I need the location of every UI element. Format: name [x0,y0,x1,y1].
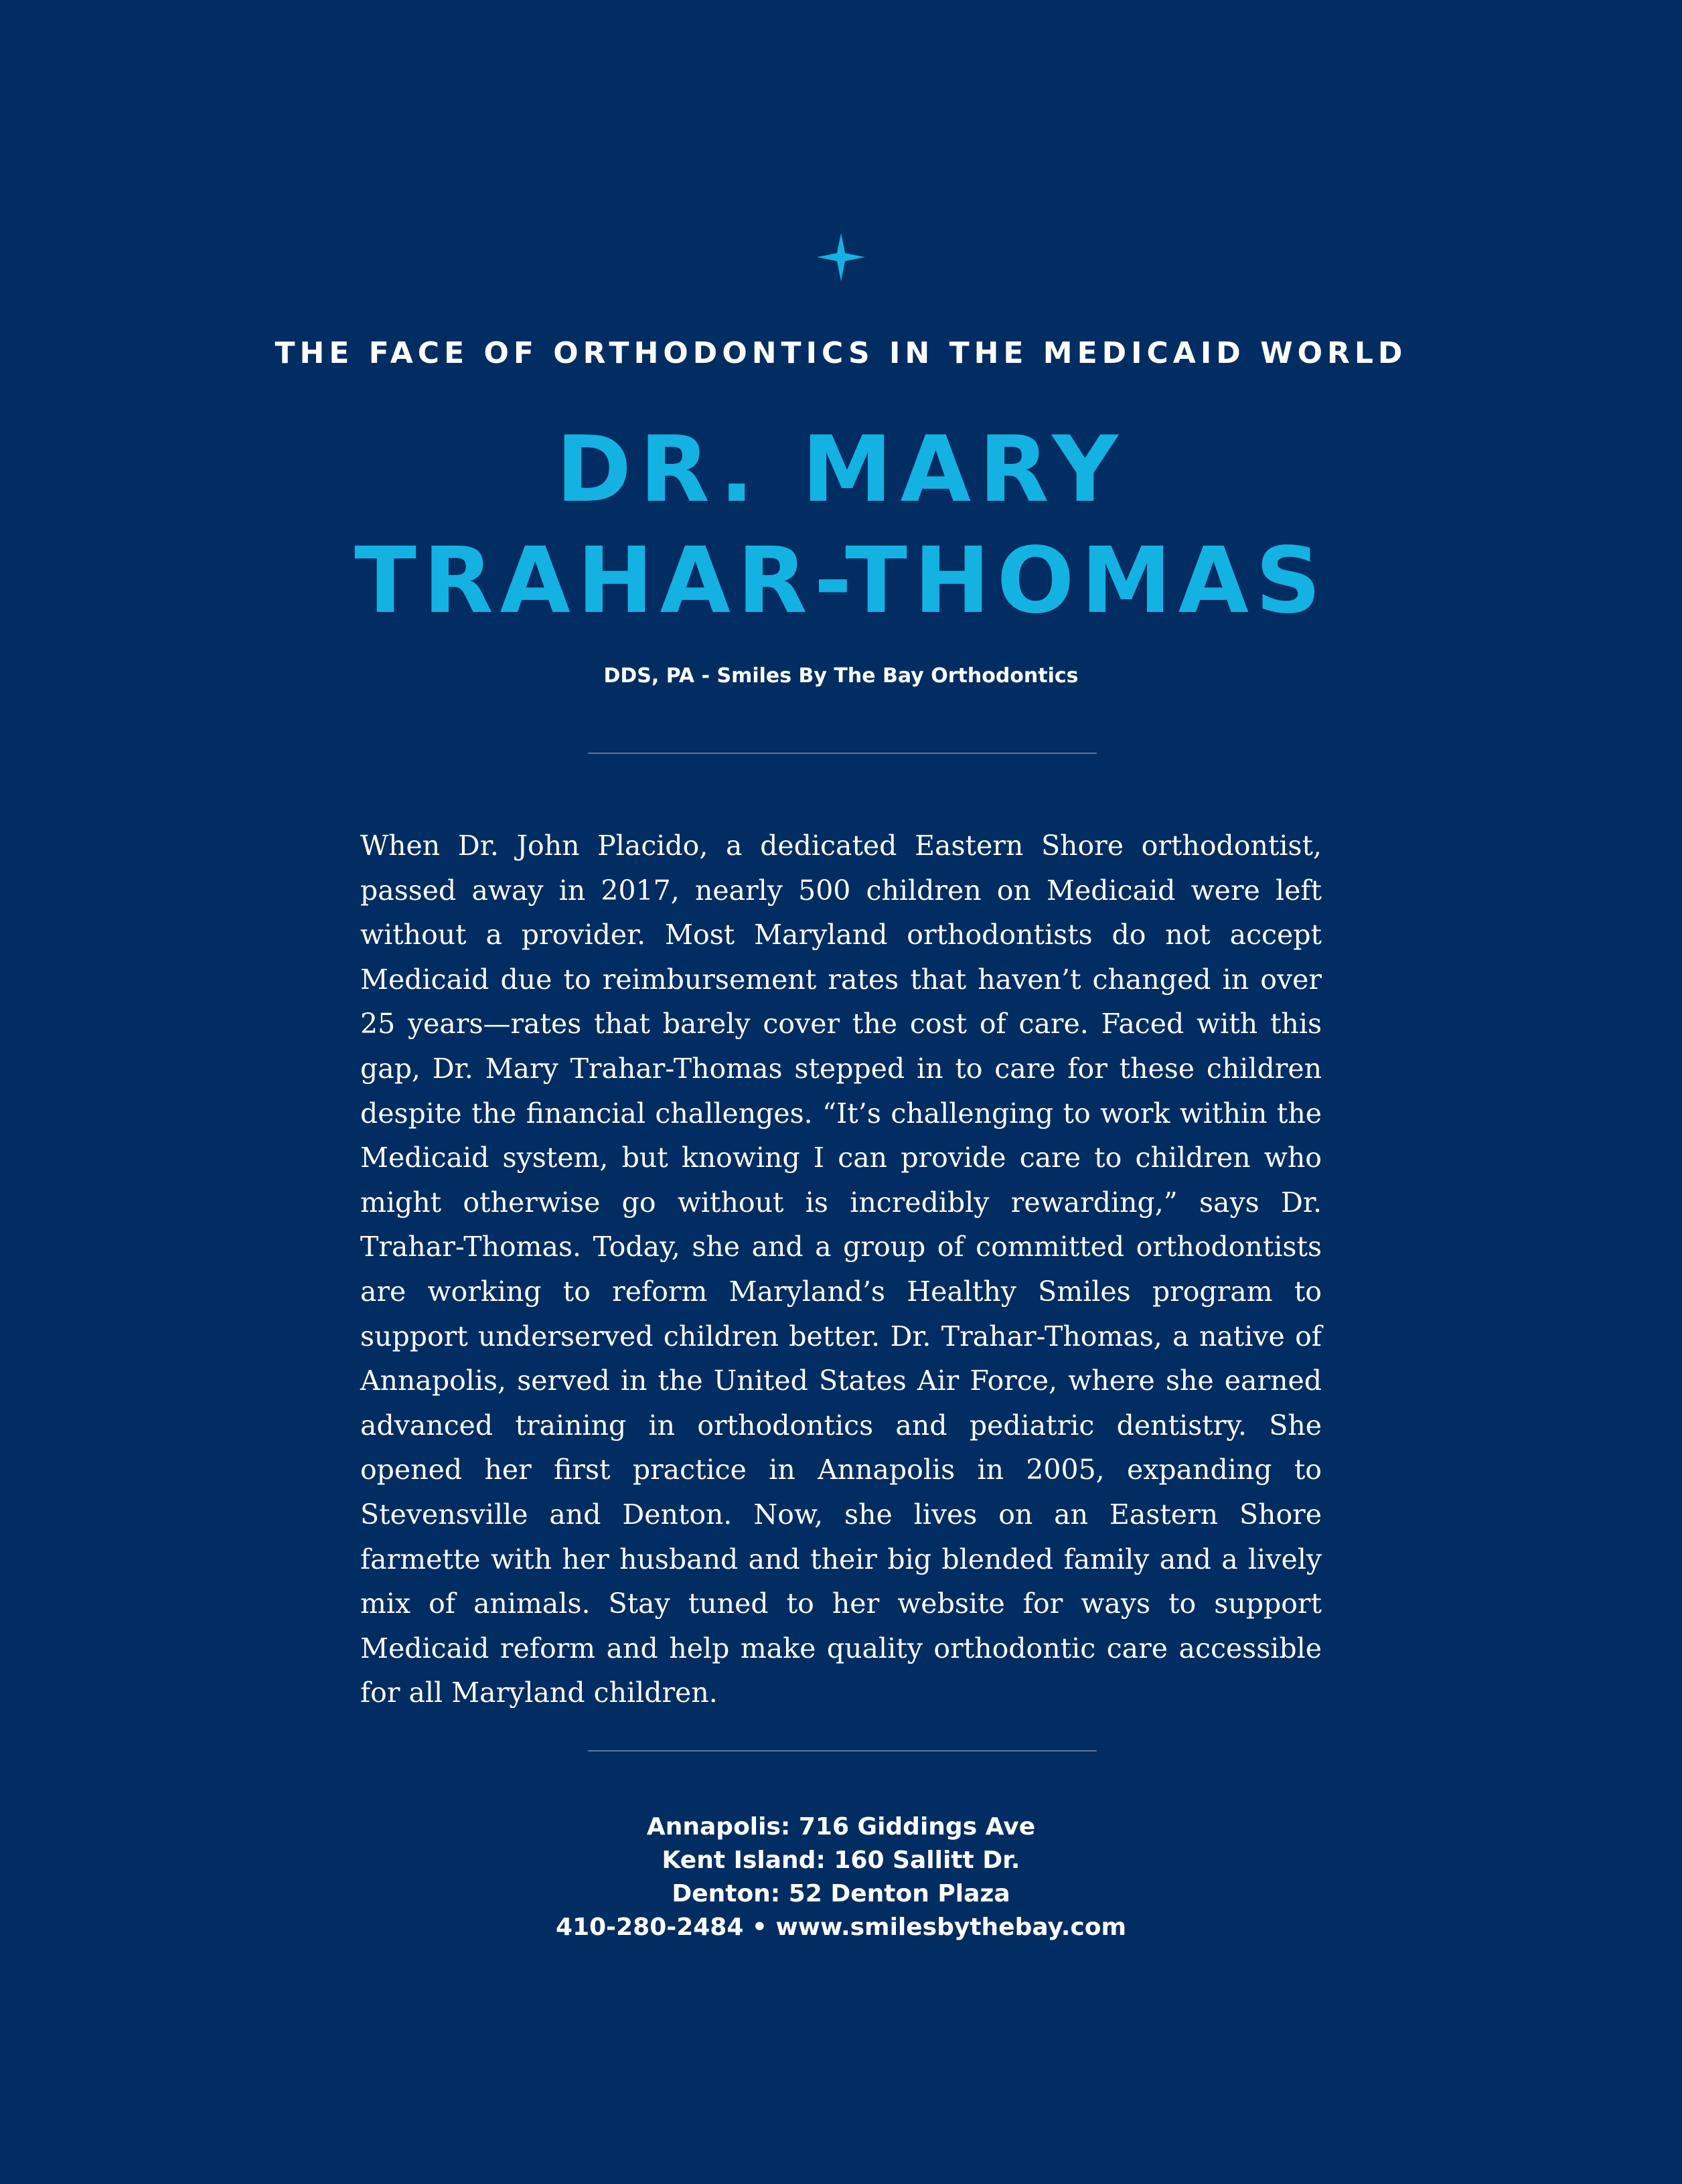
credentials-subtitle: DDS, PA - Smiles By The Bay Orthodontics [603,664,1079,688]
name-heading-line-2: TRAHAR-THOMAS [354,528,1328,634]
address-denton: Denton: 52 Denton Plaza [672,1880,1010,1907]
bottom-divider [588,1750,1097,1751]
top-divider [588,753,1097,754]
address-annapolis: Annapolis: 716 Giddings Ave [646,1813,1036,1841]
article-body: When Dr. John Placido, a dedicated Eastern Shore orthodontist, passed away in 2017, nearly 500 children on Medicaid were left without a provider. Most Maryland orthodontists do not accept Medicaid due to reimbursement rates that haven’t changed in over 25 years—rates that barely cover the cost of care. Faced with this gap, Dr. Mary Trahar-Thomas stepped in to care for these children despite the financial challenges. “It’s challenging to work within the Medicaid system, but knowing I can provide care to children who might otherwise go without is incredibly rewarding,” says Dr. Trahar-Thomas. Today, she and a group of committed orthodontists are working to reform Maryland’s Healthy Smiles program to support underserved children better. Dr. Trahar-Thomas, a native of Annapolis, served in the United States Air Force, where she earned advanced training in orthodontics and pediatric dentistry. She opened her first practice in Annapolis in 2005, expanding to Stevensville and Denton. Now, she lives on an Eastern Shore farmette with her husband and their big blended family and a lively mix of animals. Stay tuned to her website for ways to support Medicaid reform and help make quality orthodontic care accessible for all Maryland children. [360,830,1322,1709]
name-heading-line-1: DR. MARY [556,417,1126,523]
contact-block [0,1810,1682,1944]
kicker-heading: THE FACE OF ORTHODONTICS IN THE MEDICAID WORLD [275,336,1407,370]
phone-and-website: 410-280-2484 • www.smilesbythebay.com [556,1914,1126,1941]
four-point-star-icon [817,233,865,281]
address-kent-island: Kent Island: 160 Sallitt Dr. [662,1847,1020,1874]
